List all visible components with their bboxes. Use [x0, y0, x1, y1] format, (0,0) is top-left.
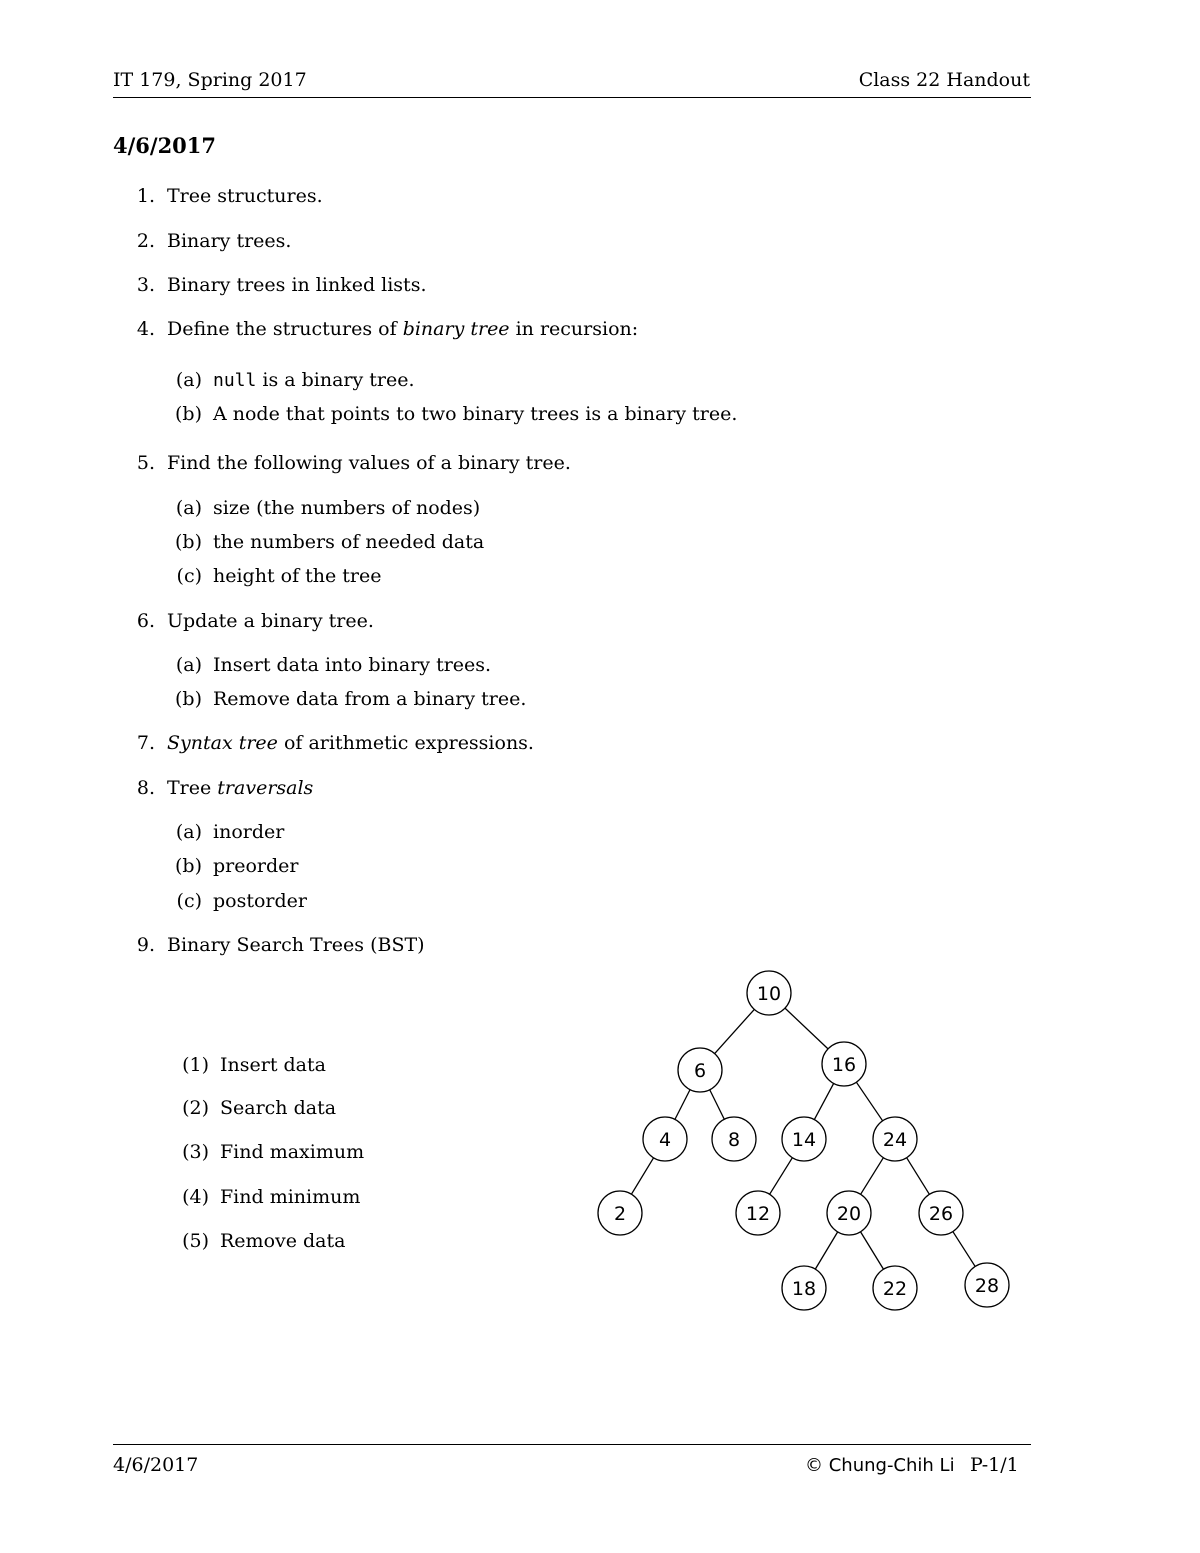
subitem-text: the numbers of needed data — [213, 531, 485, 553]
bst-edge — [770, 1158, 793, 1195]
subitem-text: Search data — [220, 1097, 337, 1119]
bst-node — [598, 1191, 642, 1235]
subitem-text: preorder — [213, 855, 299, 877]
item-text — [167, 318, 638, 340]
item-number: 4. — [136, 318, 155, 340]
subitem-label: (a) — [175, 369, 202, 391]
item-text-emphasis: Syntax tree — [167, 732, 278, 754]
subitem-label: (a) — [175, 654, 202, 676]
bst-diagram — [590, 965, 1030, 1325]
header-divider — [113, 97, 1031, 98]
bst-node — [965, 1263, 1009, 1307]
subitem-label: (4) — [182, 1186, 209, 1208]
subitem-text: Find minimum — [220, 1186, 361, 1208]
item-text-part: in recursion: — [509, 318, 639, 340]
bst-node-label: 4 — [658, 1129, 672, 1151]
subitem-text: height of the tree — [213, 565, 382, 587]
footer-divider — [113, 1444, 1031, 1445]
bst-edge — [815, 1232, 837, 1269]
item-number: 2. — [136, 230, 155, 252]
footer-date: 4/6/2017 — [113, 1454, 199, 1476]
bst-edge — [953, 1232, 975, 1267]
subitem-text: Remove data from a binary tree. — [213, 688, 527, 710]
bst-node-label: 10 — [756, 983, 782, 1005]
item-text: Binary Search Trees (BST) — [167, 934, 425, 956]
bst-node — [712, 1117, 756, 1161]
subitem-label: (b) — [175, 855, 202, 877]
subitem-text: Insert data into binary trees. — [213, 654, 492, 676]
bst-node-label: 18 — [791, 1278, 817, 1300]
subitem-text: Insert data — [220, 1054, 326, 1076]
header-handout-title: Class 22 Handout — [858, 69, 1030, 91]
item-text: Find the following values of a binary tree. — [167, 452, 571, 474]
item-text-part: of arithmetic expressions. — [277, 732, 534, 754]
item-text — [167, 777, 313, 799]
item-text: Tree structures. — [167, 185, 323, 207]
subitem-text-part: is a binary tree. — [256, 369, 415, 391]
subitem-label: (a) — [175, 497, 202, 519]
subitem-text: Find maximum — [220, 1141, 365, 1163]
bst-edge — [907, 1158, 930, 1195]
bst-node — [643, 1117, 687, 1161]
subitem-label: (1) — [182, 1054, 209, 1076]
bst-node — [873, 1266, 917, 1310]
bst-node-label: 22 — [882, 1278, 908, 1300]
bst-node — [827, 1191, 871, 1235]
item-text: Binary trees. — [167, 230, 292, 252]
footer-copyright: © Chung-Chih Li — [805, 1455, 955, 1476]
item-number: 6. — [136, 610, 155, 632]
item-text-part: Tree — [167, 777, 218, 799]
subitem-text: A node that points to two binary trees is a binary tree. — [213, 403, 738, 425]
bst-node-label: 14 — [791, 1129, 817, 1151]
bst-edge — [675, 1090, 690, 1120]
bst-node — [782, 1266, 826, 1310]
bst-edge — [785, 1008, 828, 1049]
subitem-text: Remove data — [220, 1230, 346, 1252]
item-text — [167, 732, 534, 754]
item-number: 9. — [136, 934, 155, 956]
subitem-label: (b) — [175, 688, 202, 710]
bst-node-label: 2 — [613, 1203, 627, 1225]
bst-node-label: 26 — [928, 1203, 954, 1225]
item-number: 3. — [136, 274, 155, 296]
bst-node — [782, 1117, 826, 1161]
subitem-text: inorder — [213, 821, 285, 843]
item-text: Binary trees in linked lists. — [167, 274, 427, 296]
bst-node — [822, 1042, 866, 1086]
header-course: IT 179, Spring 2017 — [113, 69, 307, 91]
bst-node — [678, 1048, 722, 1092]
subitem-label: (b) — [175, 403, 202, 425]
bst-edge — [814, 1083, 833, 1119]
footer-page-number: P-1/1 — [970, 1454, 1019, 1476]
subitem-label: (3) — [182, 1141, 209, 1163]
item-text-part: Define the structures of — [167, 318, 403, 340]
bst-node-label: 12 — [745, 1203, 771, 1225]
bst-node — [873, 1117, 917, 1161]
subitem-label: (c) — [176, 565, 202, 587]
subitem-label: (c) — [176, 890, 202, 912]
subitem-label: (2) — [182, 1097, 209, 1119]
subitem-text: postorder — [213, 890, 307, 912]
item-text-emphasis: binary tree — [402, 318, 510, 340]
bst-edge — [861, 1158, 884, 1195]
bst-node-label: 24 — [882, 1129, 908, 1151]
item-number: 8. — [136, 777, 155, 799]
bst-edge — [856, 1082, 882, 1121]
subitem-label: (5) — [182, 1230, 209, 1252]
bst-node-label: 20 — [836, 1203, 862, 1225]
bst-node-label: 8 — [727, 1129, 741, 1151]
code-keyword: null — [213, 370, 257, 391]
bst-node-label: 16 — [831, 1054, 857, 1076]
bst-edge — [710, 1090, 725, 1120]
item-number: 1. — [136, 185, 155, 207]
subitem-text: size (the numbers of nodes) — [213, 497, 481, 519]
subitem-text — [213, 369, 415, 391]
item-text: Update a binary tree. — [167, 610, 374, 632]
subitem-label: (b) — [175, 531, 202, 553]
date-heading: 4/6/2017 — [113, 133, 217, 158]
item-number: 7. — [136, 732, 155, 754]
bst-node — [747, 971, 791, 1015]
item-number: 5. — [136, 452, 155, 474]
bst-node — [736, 1191, 780, 1235]
subitem-label: (a) — [175, 821, 202, 843]
bst-edge — [715, 1009, 755, 1053]
bst-node-label: 6 — [693, 1060, 707, 1082]
bst-edge — [631, 1158, 653, 1194]
item-text-emphasis: traversals — [217, 777, 314, 799]
bst-node-label: 28 — [974, 1275, 1000, 1297]
bst-edge — [861, 1232, 884, 1269]
bst-node — [919, 1191, 963, 1235]
